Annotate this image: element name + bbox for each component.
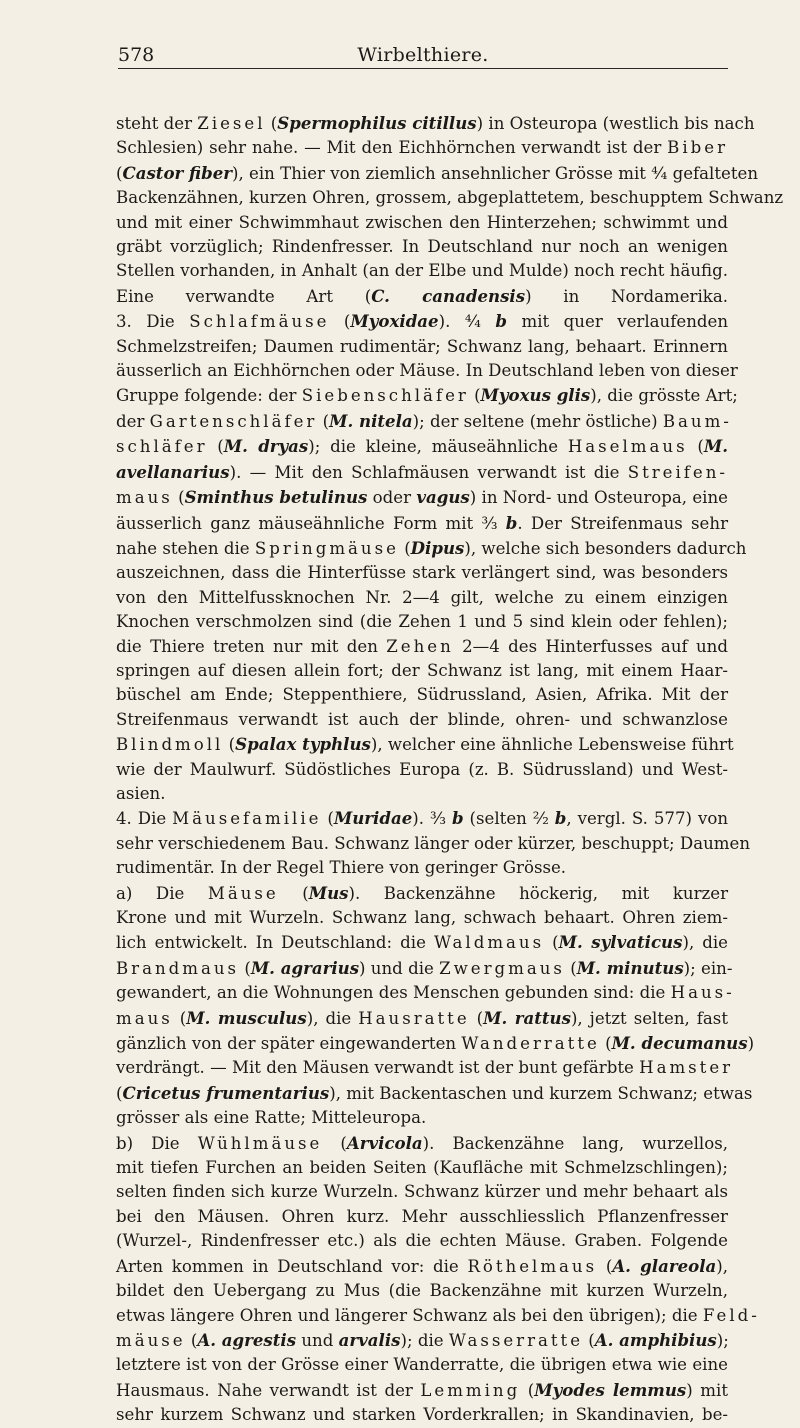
- text-line: [116, 284, 728, 309]
- common-name: Zwergmaus: [439, 958, 565, 978]
- text-run: (: [468, 386, 481, 406]
- text-run: bei den Mäusen. Ohren kurz. Mehr ausschliesslich Pflanzenfresser: [116, 1206, 728, 1226]
- text-run: gewandert, an die Wohnungen des Menschen gebunden sind: die: [116, 983, 671, 1003]
- text-run: sehr kurzem Schwanz und starken Vorderkrallen; in Skandinavien, be-: [116, 1405, 728, 1425]
- text-line: [116, 981, 735, 1005]
- body-text: [116, 111, 784, 1428]
- text-line: [116, 460, 728, 485]
- latin-name: Cricetus frumentarius: [122, 1082, 330, 1103]
- text-line: [116, 434, 728, 459]
- text-run: (: [687, 437, 704, 457]
- text-run: Knochen verschmolzen sind (die Zehen 1 und 5 sind klein oder fehlen);: [116, 612, 728, 632]
- text-run: verdrängt. — Mit den Mäusen verwandt ist der bunt gefärbte: [116, 1058, 640, 1078]
- text-run: Gruppe folgende: der: [116, 386, 302, 406]
- text-run: ), jetzt selten, fast: [570, 1008, 728, 1028]
- text-line: [116, 758, 728, 782]
- text-line: [116, 1156, 728, 1180]
- text-run: grösser als eine Ratte; Mitteleuropa.: [116, 1108, 427, 1128]
- text-run: (: [329, 312, 351, 332]
- text-line: [116, 111, 755, 136]
- text-line: [116, 782, 728, 806]
- text-line: [116, 235, 728, 259]
- text-run: ) in Nord- und Osteuropa, eine: [469, 488, 728, 508]
- text-run: Arten kommen in Deutschland vor: die: [116, 1256, 468, 1276]
- latin-name: M. decumanus: [611, 1033, 748, 1054]
- text-run: ); ein-: [683, 958, 733, 978]
- text-run: der: [116, 411, 150, 431]
- text-run: springen auf diesen allein fort; der Schwanz ist lang, mit einem Haar-: [116, 660, 728, 680]
- text-run: ); die: [400, 1330, 449, 1350]
- text-run: 4. Die: [116, 809, 173, 829]
- common-name: Springmäuse: [254, 538, 399, 558]
- text-run: (: [398, 538, 411, 558]
- common-name: mäuse: [116, 1330, 186, 1350]
- text-line: [116, 881, 728, 906]
- text-line: [116, 1106, 728, 1130]
- text-run: bildet den Uebergang zu Mus (die Backenzähne mit kurzen Wurzeln,: [116, 1281, 728, 1301]
- text-line: [116, 211, 728, 235]
- text-line: [116, 1328, 728, 1353]
- text-run: wie der Maulwurf. Südöstliches Europa (z. B. Südrussland) und West-: [116, 759, 728, 779]
- text-run: Schmelzstreifen; Daumen rudimentär; Schwanz lang, behaart. Erinnern: [116, 336, 728, 356]
- text-run: ), die grösste Art;: [590, 386, 738, 406]
- text-run: die Thiere treten nur mit den: [116, 636, 387, 656]
- text-run: ),: [716, 1256, 728, 1276]
- common-name: Hausratte: [358, 1008, 470, 1028]
- text-run: (: [185, 1330, 198, 1350]
- text-line: [116, 708, 728, 732]
- text-run: ), die: [682, 933, 728, 953]
- text-run: (selten ²⁄₂: [463, 809, 555, 829]
- text-line: [116, 136, 728, 160]
- text-run: (Wurzel-, Rindenfresser etc.) als die echten Mäuse. Graben. Folgende: [116, 1231, 728, 1251]
- text-line: [116, 586, 728, 610]
- text-run: (: [116, 1083, 123, 1103]
- text-line: [116, 683, 728, 707]
- text-run: etwas längere Ohren und längerer Schwanz als bei den übrigen); die: [116, 1305, 703, 1325]
- text-run: Hausmaus. Nahe verwandt ist der: [116, 1380, 421, 1400]
- text-run: asien.: [116, 783, 166, 803]
- text-line: [116, 1006, 728, 1031]
- text-run: ), welche sich besonders dadurch: [464, 538, 747, 558]
- common-name: Streifen-: [627, 462, 728, 482]
- text-line: [116, 732, 734, 757]
- latin-name: Mus: [308, 882, 349, 903]
- text-line: [116, 635, 728, 659]
- text-run: Krone und mit Wurzeln. Schwanz lang, schwach behaart. Ohren ziem-: [116, 908, 728, 927]
- text-run: (: [223, 735, 236, 755]
- latin-name: C. canadensis: [371, 285, 526, 306]
- text-run: (: [599, 1034, 612, 1054]
- text-run: Stellen vorhanden, in Anhalt (an der Elbe und Mulde) noch recht häufig.: [116, 261, 728, 281]
- running-title: Wirbelthiere.: [357, 44, 489, 66]
- text-run: sehr verschiedenem Bau. Schwanz länger oder kürzer, beschuppt; Daumen: [116, 833, 751, 853]
- latin-name: Arvicola: [346, 1132, 423, 1153]
- latin-name: Myoxus glis: [480, 385, 591, 406]
- common-name: Feld-: [702, 1305, 760, 1325]
- text-run: und: [296, 1330, 339, 1350]
- text-line: [116, 832, 751, 856]
- common-name: Haselmaus: [567, 437, 688, 457]
- latin-name: M. rattus: [483, 1007, 571, 1028]
- latin-name: A. glareola: [612, 1255, 717, 1276]
- text-run: auszeichnen, dass die Hinterfüsse stark verlängert sind, was besonders: [116, 563, 728, 583]
- common-name: maus: [116, 488, 173, 508]
- latin-name: M. agrarius: [250, 957, 360, 978]
- latin-name: M.: [703, 436, 728, 457]
- common-name: Wühlmäuse: [197, 1133, 323, 1153]
- text-run: von den Mittelfussknochen Nr. 2—4 gilt, welche zu einem einzigen: [116, 587, 728, 607]
- text-line: [116, 309, 728, 334]
- text-run: rudimentär. In der Regel Thiere von geringer Grösse.: [116, 858, 567, 878]
- text-line: [116, 485, 728, 510]
- text-line: [116, 359, 738, 383]
- text-run: 2—4 des Hinterfusses auf und: [453, 636, 728, 656]
- text-run: selten finden sich kurze Wurzeln. Schwanz kürzer und mehr behaart als: [116, 1182, 728, 1202]
- text-line: [116, 1304, 760, 1328]
- text-line: [116, 1353, 728, 1377]
- text-run: ); der seltene (mehr östliche): [412, 411, 663, 431]
- page-header: [118, 44, 728, 69]
- text-run: ). ³⁄₃: [412, 809, 452, 829]
- common-name: Lemming: [420, 1380, 521, 1400]
- common-name: maus: [116, 1008, 173, 1028]
- latin-name: Spalax typhlus: [235, 734, 371, 755]
- text-run: oder: [367, 488, 417, 508]
- text-line: [116, 409, 732, 434]
- text-line: [116, 561, 728, 585]
- text-run: (: [207, 437, 224, 457]
- text-run: (: [322, 1133, 347, 1153]
- text-run: (: [520, 1380, 535, 1400]
- text-run: mit quer verlaufenden: [507, 312, 729, 332]
- text-run: lich entwickelt. In Deutschland: die: [116, 933, 434, 953]
- common-name: Biber: [667, 138, 728, 158]
- text-run: ), die: [306, 1008, 359, 1028]
- text-run: b) Die: [116, 1133, 198, 1153]
- common-name: schläfer: [116, 437, 208, 457]
- text-run: ) in Osteuropa (westlich bis nach: [476, 114, 755, 133]
- text-run: (: [116, 163, 123, 183]
- text-run: gräbt vorzüglich; Rindenfresser. In Deutschland nur noch an wenigen: [116, 237, 728, 257]
- text-run: ): [747, 1034, 755, 1054]
- common-name: Schlafmäuse: [189, 312, 330, 332]
- text-line: [116, 1229, 728, 1253]
- text-run: (: [321, 809, 334, 829]
- text-run: nahe stehen die: [116, 538, 255, 558]
- text-run: (: [564, 958, 577, 978]
- common-name: Blindmoll: [116, 735, 224, 755]
- latin-name: M. minutus: [576, 957, 684, 978]
- text-line: [116, 659, 728, 683]
- text-line: [116, 806, 728, 831]
- text-run: äusserlich an Eichhörnchen oder Mäuse. In Deutschland leben von dieser: [116, 361, 738, 381]
- text-line: [116, 610, 728, 634]
- text-run: Streifenmaus verwandt ist auch der blinde, ohren- und schwanzlose: [116, 709, 728, 729]
- text-line: [116, 259, 728, 283]
- text-run: (: [278, 883, 309, 903]
- text-run: a) Die: [116, 883, 208, 903]
- text-line: [116, 1279, 728, 1303]
- text-run: ) und die: [359, 958, 440, 978]
- text-line: [116, 1131, 728, 1156]
- latin-name: M. nitela: [329, 410, 413, 431]
- latin-name: b: [505, 512, 518, 533]
- latin-name: Castor fiber: [122, 162, 233, 183]
- text-line: [116, 536, 747, 561]
- common-name: Mäuse: [207, 883, 279, 903]
- text-run: . Der Streifenmaus sehr: [517, 513, 728, 533]
- text-run: ). Backenzähne höckerig, mit kurzer: [348, 883, 729, 903]
- text-run: Eine verwandte Art (: [116, 286, 372, 306]
- text-run: gänzlich von der später eingewanderten: [116, 1034, 462, 1054]
- latin-name: Muridae: [333, 808, 413, 829]
- text-run: ). ⁴⁄₄: [438, 312, 496, 332]
- latin-name: Myoxidae: [350, 311, 439, 332]
- common-name: Baum-: [662, 411, 732, 431]
- text-run: äusserlich ganz mäuseähnliche Form mit ³⁄₃: [116, 513, 506, 533]
- text-run: (: [469, 1008, 484, 1028]
- latin-name: b: [451, 808, 464, 829]
- latin-name: M. sylvaticus: [558, 932, 683, 953]
- text-run: (: [265, 114, 278, 133]
- text-line: [116, 930, 728, 955]
- latin-name: Spermophilus citillus: [277, 113, 477, 133]
- text-run: ) in Nordamerika.: [525, 286, 728, 306]
- text-run: (: [172, 488, 185, 508]
- text-run: ), mit Backentaschen und kurzem Schwanz; etwas: [329, 1083, 753, 1103]
- text-run: 3. Die: [116, 312, 190, 332]
- text-line: [116, 1031, 755, 1056]
- text-line: [116, 1205, 728, 1229]
- text-line: [116, 335, 728, 359]
- latin-name: A. agrestis: [197, 1329, 297, 1350]
- common-name: Brandmaus: [116, 958, 240, 978]
- text-run: , vergl. S. 577) von: [566, 809, 729, 829]
- common-name: Waldmaus: [433, 933, 545, 953]
- common-name: Zehen: [386, 636, 454, 656]
- text-line: [116, 511, 728, 536]
- text-line: [116, 1081, 753, 1106]
- text-line: [116, 1254, 728, 1279]
- text-run: Schlesien) sehr nahe. — Mit den Eichhörnchen verwandt ist der: [116, 138, 668, 158]
- text-run: letztere ist von der Grösse einer Wanderratte, die übrigen etwa wie eine: [116, 1355, 728, 1375]
- common-name: Wanderratte: [461, 1034, 600, 1054]
- text-run: (: [544, 933, 559, 953]
- text-run: ), welcher eine ähnliche Lebensweise führt: [370, 735, 734, 755]
- latin-name: arvalis: [338, 1329, 401, 1350]
- text-run: (: [172, 1008, 187, 1028]
- common-name: Wasserratte: [448, 1330, 583, 1350]
- text-run: );: [716, 1330, 729, 1350]
- common-name: Gartenschläfer: [149, 411, 318, 431]
- text-run: (: [239, 958, 251, 978]
- text-line: [116, 856, 728, 880]
- latin-name: M. dryas: [223, 436, 309, 457]
- text-run: ), ein Thier von ziemlich ansehnlicher Grösse mit ⁴⁄₄ gefalteten: [232, 163, 759, 183]
- latin-name: A. amphibius: [594, 1329, 717, 1350]
- text-run: büschel am Ende; Steppenthiere, Südrussland, Asien, Afrika. Mit der: [116, 685, 728, 705]
- latin-name: M. musculus: [186, 1007, 307, 1028]
- common-name: Siebenschläfer: [301, 386, 469, 406]
- latin-name: Dipus: [410, 537, 465, 558]
- text-run: (: [317, 411, 330, 431]
- text-line: [116, 161, 759, 186]
- common-name: Ziesel: [197, 114, 266, 133]
- latin-name: b: [495, 311, 508, 332]
- text-line: [116, 1403, 728, 1427]
- text-run: und mit einer Schwimmhaut zwischen den Hinterzehen; schwimmt und: [116, 212, 728, 232]
- latin-name: Myodes lemmus: [534, 1379, 687, 1400]
- text-run: ). Backenzähne lang, wurzellos,: [422, 1133, 729, 1153]
- text-line: [116, 1180, 728, 1204]
- text-run: Backenzähnen, kurzen Ohren, grossem, abgeplattetem, beschupptem Schwanz: [116, 188, 784, 208]
- text-run: ) mit: [686, 1380, 728, 1400]
- text-run: (: [597, 1256, 613, 1276]
- latin-name: b: [554, 808, 567, 829]
- text-line: [116, 383, 738, 408]
- text-line: [116, 956, 733, 981]
- common-name: Mäusefamilie: [172, 809, 322, 829]
- latin-name: vagus: [416, 487, 470, 508]
- text-run: (: [583, 1330, 595, 1350]
- page-number: 578: [118, 44, 155, 66]
- latin-name: avellanarius: [116, 461, 230, 482]
- text-line: [116, 1378, 728, 1403]
- common-name: Hamster: [639, 1058, 734, 1078]
- text-run: mit tiefen Furchen an beiden Seiten (Kaufläche mit Schmelzschlingen);: [116, 1158, 728, 1178]
- common-name: Röthelmaus: [467, 1256, 598, 1276]
- common-name: Haus-: [670, 983, 735, 1003]
- latin-name: Sminthus betulinus: [184, 487, 368, 508]
- text-line: [116, 186, 784, 210]
- text-run: steht der: [116, 114, 198, 133]
- text-line: [116, 906, 728, 930]
- text-line: [116, 1056, 734, 1080]
- text-run: ). — Mit den Schlafmäusen verwandt ist die: [229, 462, 628, 482]
- text-run: ); die kleine, mäuseähnliche: [308, 437, 568, 457]
